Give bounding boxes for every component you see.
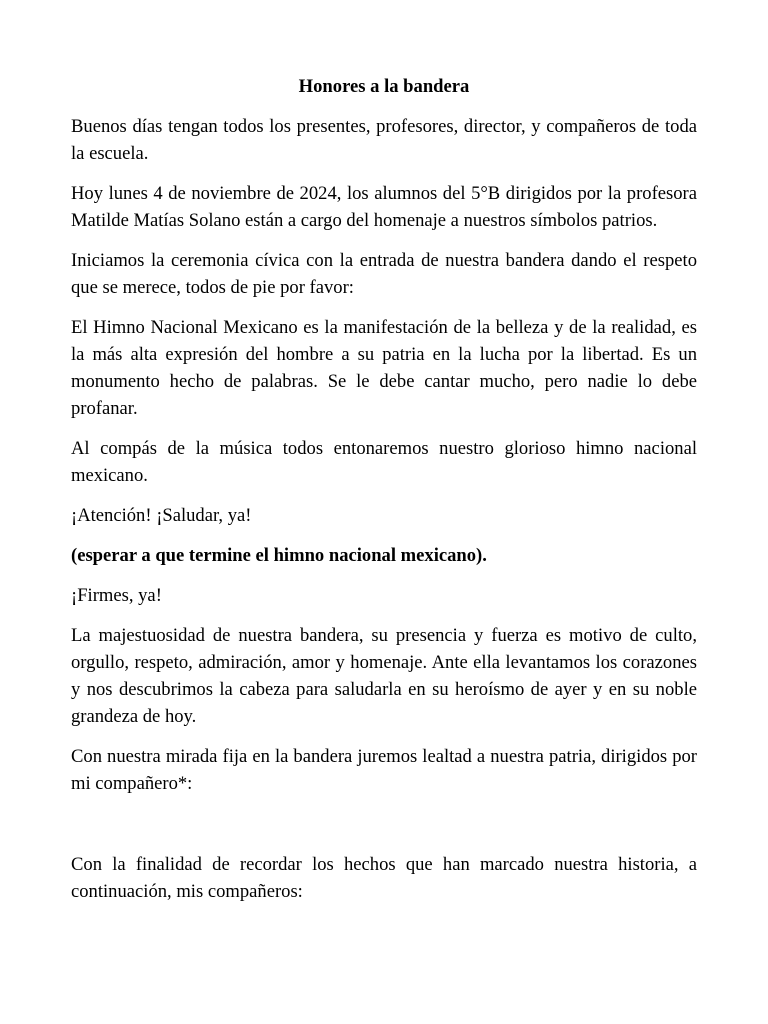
paragraph-firmes: ¡Firmes, ya! bbox=[71, 585, 162, 606]
document-page bbox=[71, 73, 697, 918]
paragraph-date-intro: Hoy lunes 4 de noviembre de 2024, los alumnos del 5°B dirigidos por la profesora Matilde Matías Solano están a cargo del homenaje a nuestros símbolos patrios. bbox=[71, 183, 697, 231]
paragraph-flag: La majestuosidad de nuestra bandera, su presencia y fuerza es motivo de culto, orgullo, respeto, admiración, amor y homenaje. Ante ella levantamos los corazones y nos descubrimos la cabeza para saludarla en su heroísmo de ayer y en su noble grandeza de hoy. bbox=[71, 625, 697, 727]
paragraph-ceremony-start: Iniciamos la ceremonia cívica con la entrada de nuestra bandera dando el respeto que se merece, todos de pie por favor: bbox=[71, 250, 697, 298]
blank-space bbox=[71, 810, 697, 851]
paragraph-oath: Con nuestra mirada fija en la bandera juremos lealtad a nuestra patria, dirigidos por mi compañero*: bbox=[71, 746, 697, 794]
paragraph-history: Con la finalidad de recordar los hechos que han marcado nuestra historia, a continuación, mis compañeros: bbox=[71, 854, 697, 902]
paragraph-greeting: Buenos días tengan todos los presentes, profesores, director, y compañeros de toda la escuela. bbox=[71, 116, 697, 164]
paragraph-attention: ¡Atención! ¡Saludar, ya! bbox=[71, 505, 252, 526]
document-title: Honores a la bandera bbox=[298, 76, 470, 97]
paragraph-instruction: (esperar a que termine el himno nacional mexicano). bbox=[71, 545, 487, 566]
paragraph-music: Al compás de la música todos entonaremos nuestro glorioso himno nacional mexicano. bbox=[71, 438, 697, 486]
paragraph-anthem: El Himno Nacional Mexicano es la manifestación de la belleza y de la realidad, es la más alta expresión del hombre a su patria en la lucha por la libertad. Es un monumento hecho de palabras. Se le debe cantar mucho, pero nadie lo debe profanar. bbox=[71, 317, 697, 419]
